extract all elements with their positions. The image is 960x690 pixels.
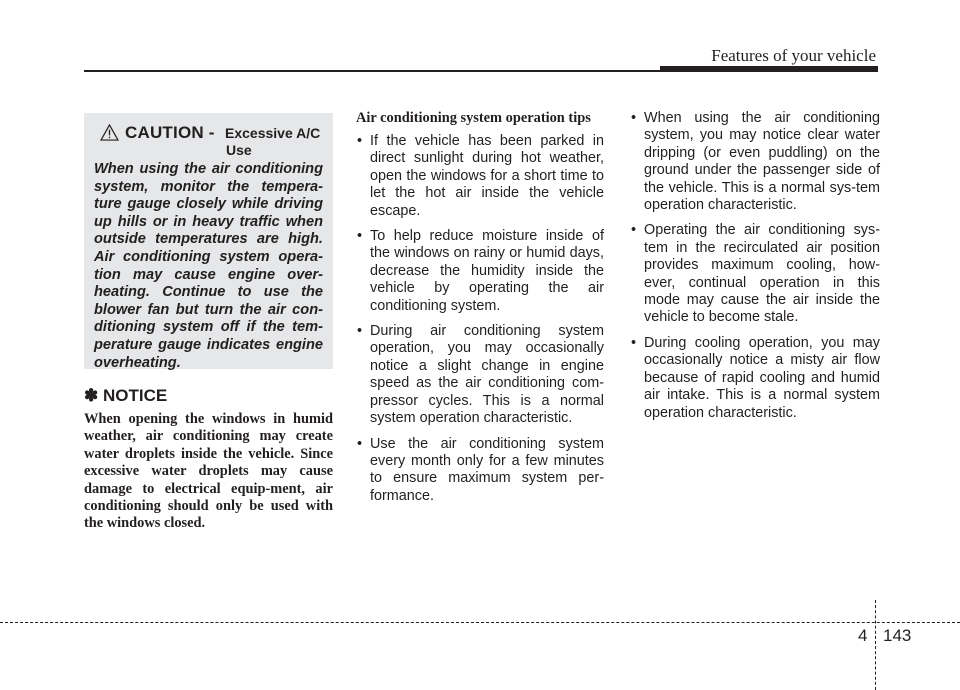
- chapter-number: 4: [858, 626, 868, 645]
- tips-column-left: [356, 110, 604, 513]
- caution-text: When using the air conditioning system, monitor the tempera-ture gauge closely while driving up hills or in heavy traffic when outside temperatures are high. Air conditioning system opera-tion may cause engine over-heating. Continue to use the blower fan but turn the air con-ditioning system off if the tem-perature gauge indicates engine overheating.: [94, 161, 323, 371]
- page-number: 143: [883, 626, 912, 645]
- footer-divider: [875, 600, 876, 690]
- list-item: • During cooling operation, you may occasionally notice a misty air flow because of rapid cooling and humid air intake. This is a normal system operation characteristic.: [630, 335, 880, 422]
- caution-label: CAUTION -: [125, 123, 215, 142]
- notice-text: When opening the windows in humid weather, air conditioning may create water droplets inside the vehicle. Since excessive water droplets may cause damage to electrical equip-ment, air conditioning should only be used with the windows closed.: [84, 411, 333, 532]
- tips-list-cont: [630, 110, 880, 422]
- list-item: • If the vehicle has been parked in direct sunlight during hot weather, open the windows for a short time to let the hot air inside the vehicle escape.: [356, 133, 604, 220]
- header-rule-accent: [660, 66, 878, 72]
- running-header: Features of your vehicle: [711, 46, 876, 65]
- tips-column-right: [630, 110, 880, 430]
- list-item: • When using the air conditioning system, you may notice clear water dripping (or even puddling) on the ground under the passenger side of the vehicle. This is a normal sys-tem operation characteristic.: [630, 110, 880, 214]
- caution-subtitle: Excessive A/C: [225, 125, 321, 141]
- list-item: • Use the air conditioning system every month only for a few minutes to ensure maximum system per-formance.: [356, 436, 604, 506]
- list-item: • During air conditioning system operation, you may occasionally notice a slight change in engine speed as the air conditioning com-pressor cycles. This is a normal system operation characteristic.: [356, 323, 604, 427]
- caution-heading: [92, 123, 325, 161]
- warning-triangle-icon: [100, 124, 119, 141]
- footer-rule: [0, 622, 960, 623]
- list-item: • Operating the air conditioning sys-tem in the recirculated air position provides maximum cooling, how-ever, continual operation in this mode may cause the air inside the vehicle to become stale.: [630, 222, 880, 326]
- section-title: Air conditioning system operation tips: [356, 110, 591, 126]
- notice-heading: ✽ NOTICE: [84, 386, 168, 405]
- tips-list: [356, 133, 604, 505]
- list-item: • To help reduce moisture inside of the windows on rainy or humid days, decrease the humidity inside the vehicle by operating the air conditioning system.: [356, 228, 604, 315]
- caution-subtitle-cont: Use: [226, 142, 252, 158]
- caution-box: [84, 113, 333, 369]
